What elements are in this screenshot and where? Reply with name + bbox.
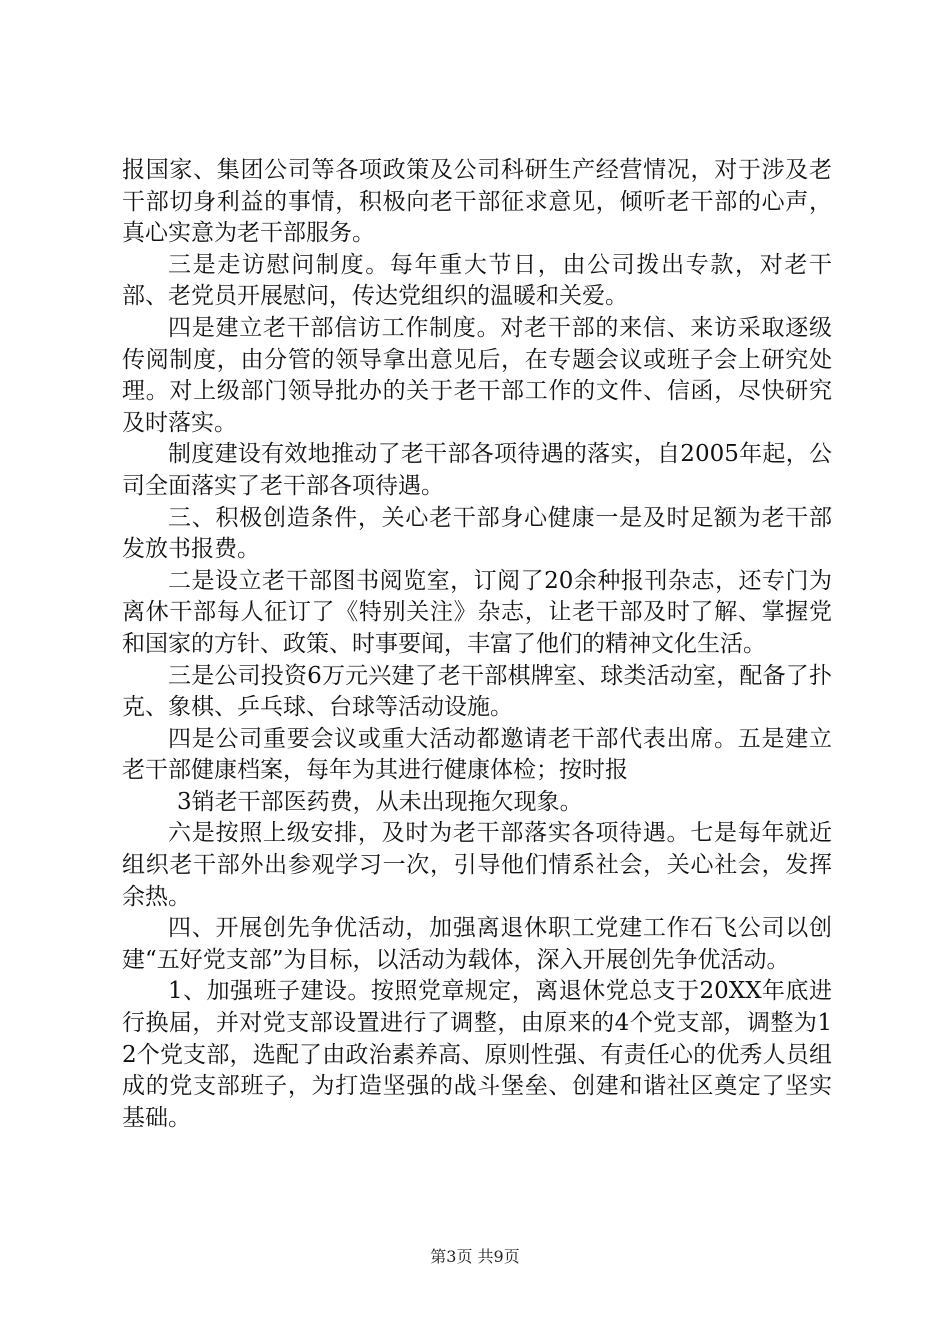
paragraph-reading-room: 二是设立老干部图书阅览室，订阅了20余种报刊杂志，还专门为离休干部每人征订了《特别关注》杂志，让老干部及时了解、掌握党和国家的方针、政策、时事要闻，丰富了他们的精神文化生活。 (122, 567, 832, 657)
paragraph-visit-system: 三是走访慰问制度。每年重大节日，由公司拨出专款，对老干部、老党员开展慰问，传达党组织的温暖和关爱。 (122, 251, 832, 310)
paragraph-meetings-health: 四是公司重要会议或重大活动都邀请老干部代表出席。五是建立老干部健康档案，每年为其进行健康体检；按时报 (122, 725, 832, 784)
paragraph-team-building: 1、加强班子建设。按照党章规定，离退休党总支于20XX年底进行换届，并对党支部设置进行了调整，由原来的4个党支部，调整为12个党支部，选配了由政治素养高、原则性强、有责任心的优秀人员组成的党支部班子，为打造坚强的战斗堡垒、创建和谐社区奠定了坚实基础。 (122, 978, 832, 1131)
paragraph-petition-system: 四是建立老干部信访工作制度。对老干部的来信、来访采取逐级传阅制度，由分管的领导拿出意见后，在专题会议或班子会上研究处理。对上级部门领导批办的关于老干部工作的文件、信函，尽快研究及时落实。 (122, 314, 832, 436)
paragraph-activity-room: 三是公司投资6万元兴建了老干部棋牌室、球类活动室，配备了扑克、象棋、乒乓球、台球等活动设施。 (122, 662, 832, 721)
paragraph-system-effect: 制度建设有效地推动了老干部各项待遇的落实，自2005年起，公司全面落实了老干部各项待遇。 (122, 441, 832, 499)
page-number-footer: 第3页 共9页 (430, 1247, 520, 1266)
document-body (122, 155, 832, 1134)
paragraph-section-three: 三、积极创造条件，关心老干部身心健康一是及时足额为老干部发放书报费。 (122, 504, 832, 563)
paragraph-section-four: 四、开展创先争优活动，加强离退休职工党建工作石飞公司以创建“五好党支部”为目标，以活动为载体，深入开展创先争优活动。 (122, 915, 832, 973)
paragraph-medical-fees: 3销老干部医药费，从未出现拖欠现象。 (177, 788, 583, 815)
paragraph-continuation: 报国家、集团公司等各项政策及公司科研生产经营情况，对于涉及老干部切身利益的事情，积极向老干部征求意见，倾听老干部的心声，真心实意为老干部服务。 (122, 157, 832, 247)
paragraph-treatment-tours: 六是按照上级安排，及时为老干部落实各项待遇。七是每年就近组织老干部外出参观学习一次，引导他们情系社会，关心社会，发挥余热。 (122, 820, 832, 910)
